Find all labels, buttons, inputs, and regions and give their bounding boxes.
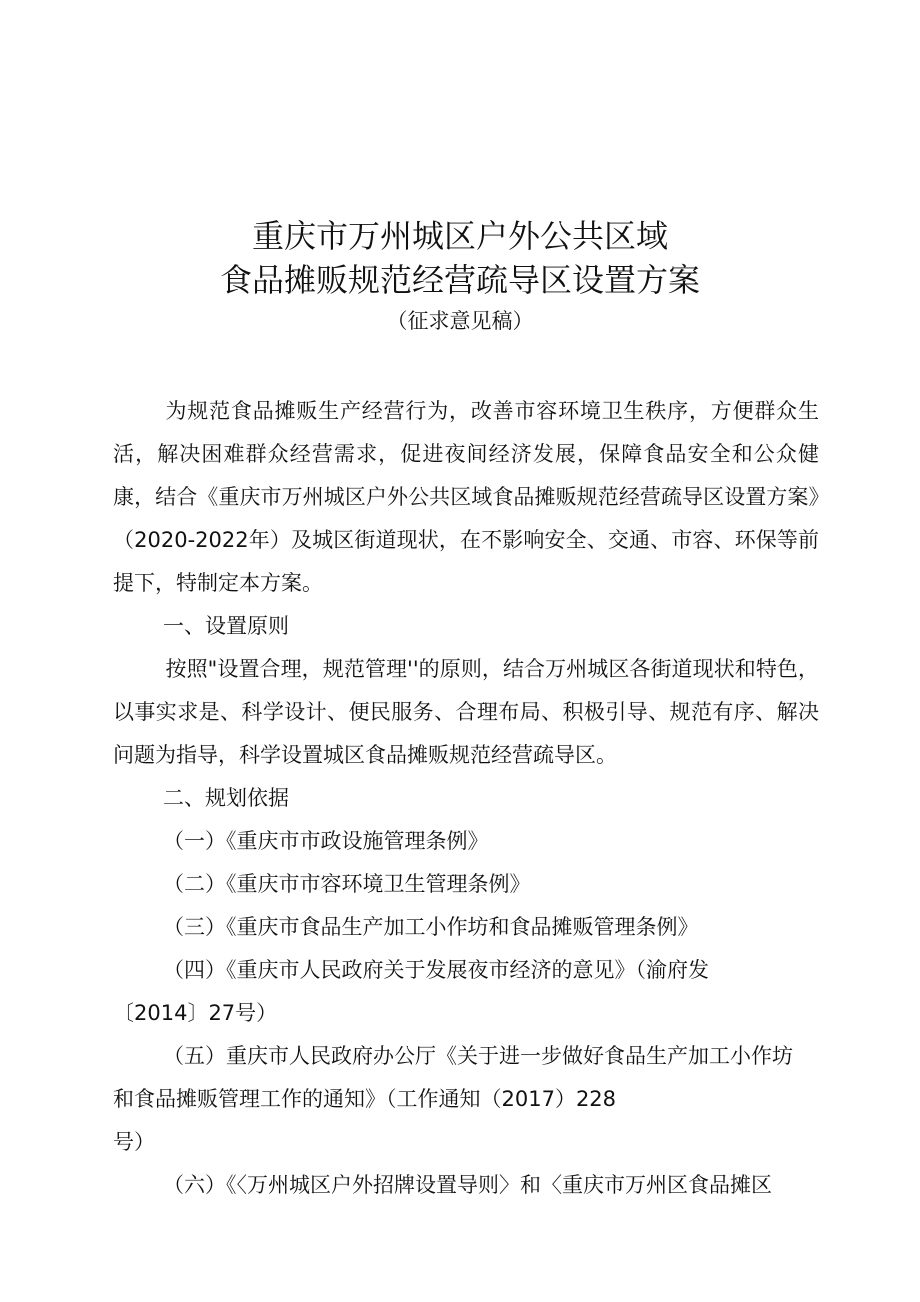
basis-item-4-line1: （四）《重庆市人民政府关于发展夜市经济的意见》（渝府发 [163,958,709,982]
document-title-line1: 重庆市万州城区户外公共区域 [251,217,668,255]
basis-item-5-line1: （五）重庆市人民政府办公厅《关于进一步做好食品生产加工小作坊 [163,1044,793,1068]
section1-heading: 一、设置原则 [163,614,289,638]
basis-item-4-line2: 〔2014〕27号） [113,1001,278,1025]
section1-paragraph: 按照"设置合理，规范管理''的原则，结合万州城区各街道现状和特色，以事实求是、科学设计、便民服务、合理布局、积极引导、规范有序、解决问题为指导，科学设置城区食品摊贩规范经营疏导区。 [113,657,819,767]
basis-item-3: （三）《重庆市食品生产加工小作坊和食品摊贩管理条例》 [163,915,699,939]
document-subtitle: （征求意见稿） [386,309,534,333]
basis-item-5-line2: 和食品摊贩管理工作的通知》（工作通知（2017）228 [113,1087,617,1111]
document-title-line2: 食品摊贩规范经营疏导区设置方案 [219,261,700,299]
document-body [113,390,819,1207]
section2-heading: 二、规划依据 [163,786,289,810]
basis-item-2: （二）《重庆市市容环境卫生管理条例》 [163,872,531,896]
basis-item-6-line1: （六）《〈万州城区户外招牌设置导则〉和〈重庆市万州区食品摊区 [163,1173,772,1197]
basis-item-1: （一）《重庆市市政设施管理条例》 [163,829,489,853]
basis-item-5-line3: 号） [113,1130,155,1154]
intro-paragraph: 为规范食品摊贩生产经营行为，改善市容环境卫生秩序，方便群众生活，解决困难群众经营需求，促进夜间经济发展，保障食品安全和公众健康，结合《重庆市万州城区户外公共区域食品摊贩规范经营疏导区设置方案》（2020-2022年）及城区街道现状，在不影响安全、交通、市容、环保等前提下，特制定本方案。 [113,399,819,595]
